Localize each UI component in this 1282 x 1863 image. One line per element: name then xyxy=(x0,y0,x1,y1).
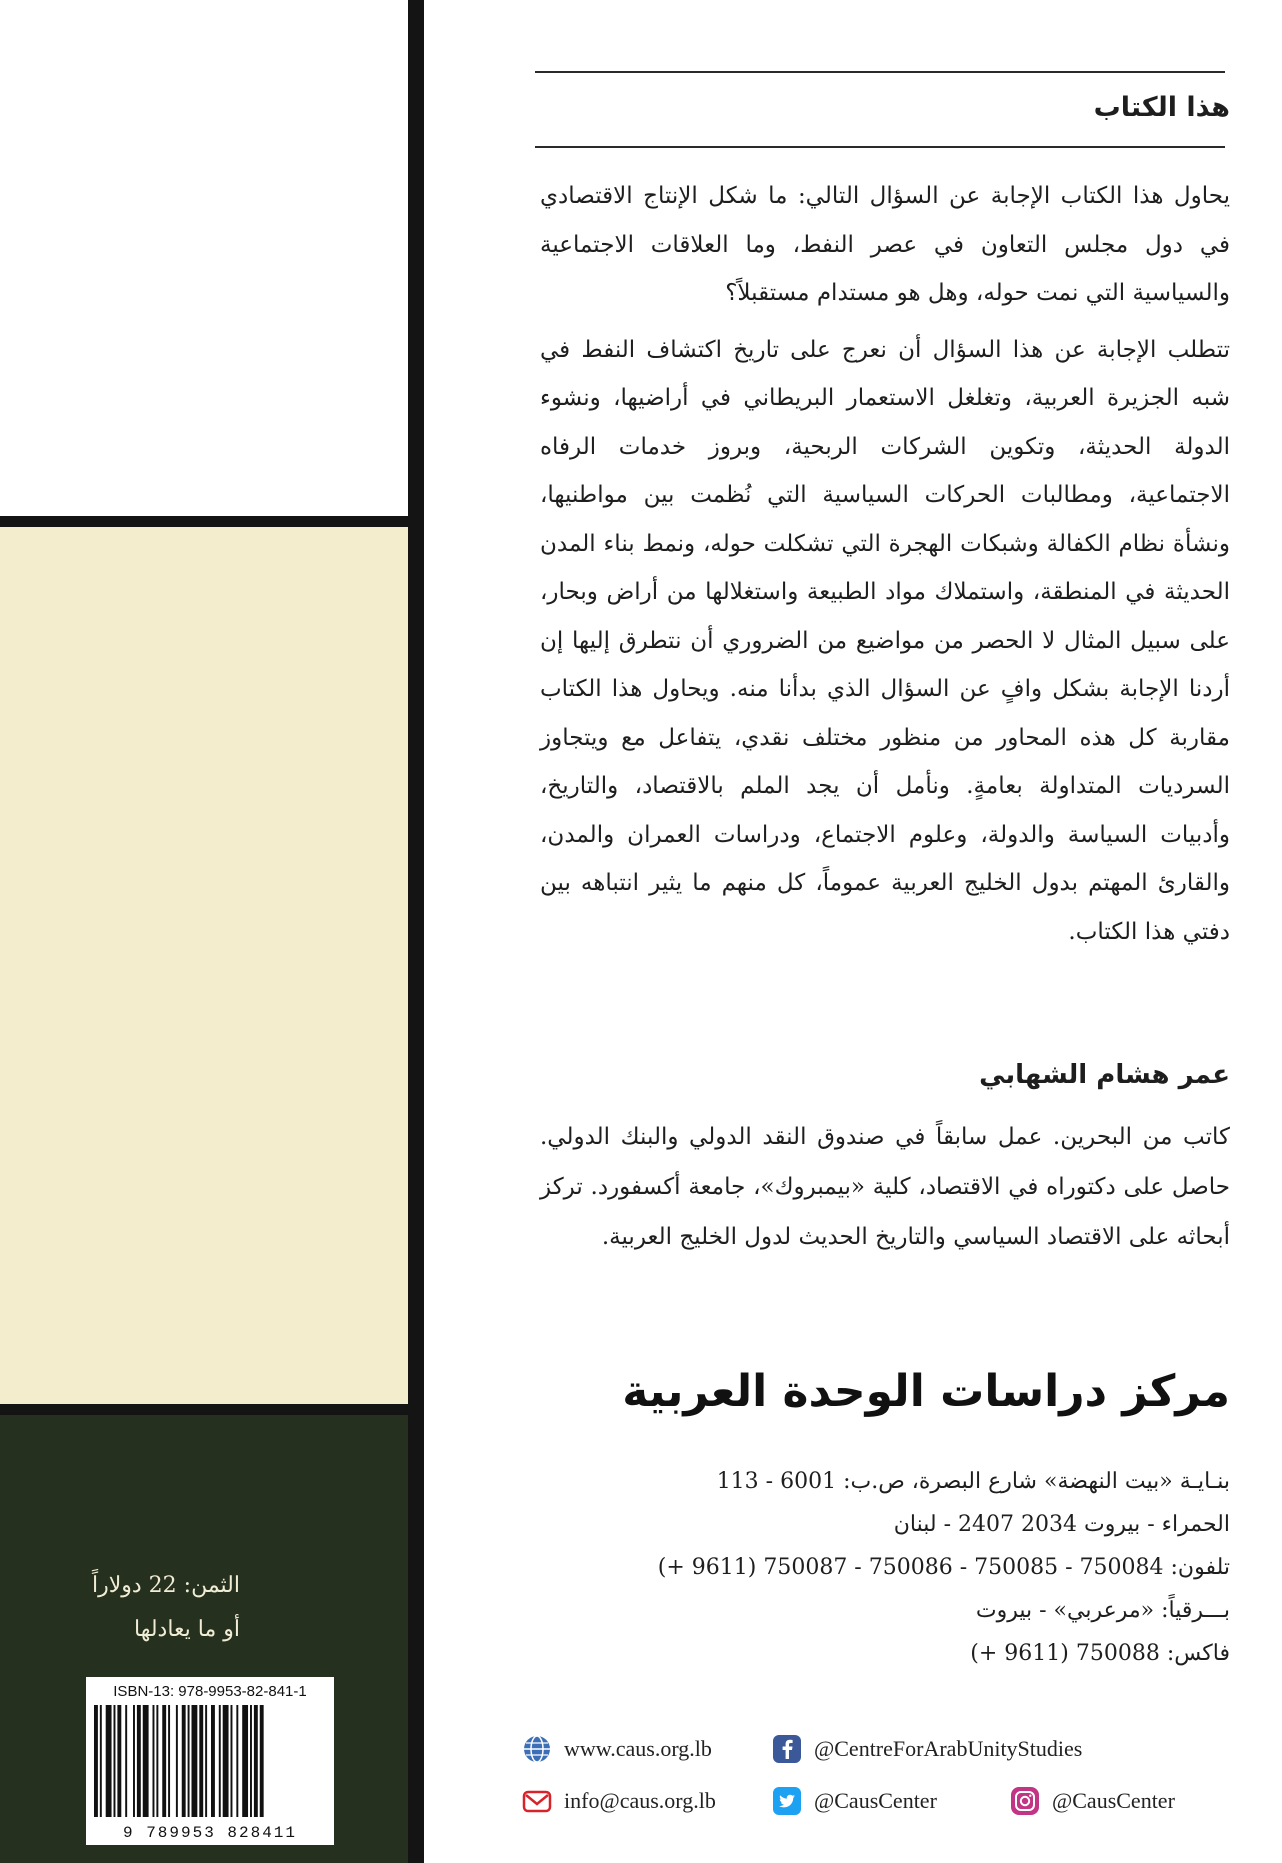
twitter-icon xyxy=(772,1786,802,1816)
about-book-text xyxy=(540,172,1230,964)
email-icon xyxy=(522,1786,552,1816)
title-rule-bottom xyxy=(535,146,1225,148)
barcode-bar xyxy=(236,1705,238,1817)
title-rule-top xyxy=(535,71,1225,73)
horizontal-divider-bottom xyxy=(0,1404,420,1415)
about-paragraph-2: تتطلب الإجابة عن هذا السؤال أن نعرج على تاريخ اكتشاف النفط في شبه الجزيرة العربية، وتغلغل الاستعمار البريطاني في أراضيها، ونشوء الدولة الحديثة، وتكوين الشركات الربحية، وبروز خدمات الرفاه الاجتماعية، ومطالبات الحركات السياسية التي نُظمت بين مواطنيها، ونشأة نظام الكفالة وشبكات الهجرة التي تشكلت حوله، ونمط بناء المدن الحديثة في المنطقة، واستملاك مواد الطبيعة واستغلالها من أراض وبحار، على سبيل المثال لا الحصر من مواضيع من الضروري أن نتطرق إليها إن أردنا الإجابة بشكل وافٍ عن السؤال الذي بدأنا منه. ويحاول هذا الكتاب مقاربة كل هذه المحاور من منظور مختلف نقدي، يتفاعل مع ويتجاوز السرديات المتداولة بعامةٍ. ونأمل أن يجد الملم بالاقتصاد، والتاريخ، وأدبيات السياسة والدولة، وعلوم الاجتماع، ودراسات العمران والمدن، والقارئ المهتم بدول الخليج العربية عموماً، كل منهم ما يثير انتباهه بين دفتي هذا الكتاب. xyxy=(540,336,1230,945)
barcode-bar xyxy=(168,1705,170,1817)
barcode-bar xyxy=(100,1705,102,1817)
barcode-bar xyxy=(94,1705,98,1817)
barcode-bar xyxy=(188,1705,190,1817)
publisher-name: مركز دراسات الوحدة العربية xyxy=(622,1366,1230,1417)
isbn-label: ISBN-13: 978-9953-82-841-1 xyxy=(113,1683,307,1700)
instagram-text: @CausCenter xyxy=(1052,1788,1175,1813)
instagram-icon xyxy=(1010,1786,1040,1816)
barcode-bar xyxy=(156,1705,158,1817)
instagram-link[interactable] xyxy=(1010,1786,1175,1816)
publisher-address xyxy=(540,1460,1230,1675)
barcode-bar xyxy=(182,1705,186,1817)
email-text: info@caus.org.lb xyxy=(564,1788,716,1813)
price-label: الثمن: 22 دولاراً xyxy=(91,1573,240,1598)
barcode-bar xyxy=(153,1705,155,1817)
barcode-bar xyxy=(219,1705,221,1817)
publisher-block xyxy=(540,1366,1230,1417)
about-paragraph-1: يحاول هذا الكتاب الإجابة عن السؤال التالي: ما شكل الإنتاج الاقتصادي في دول مجلس التعاون في عصر النفط، وما العلاقات الاجتماعية والسياسية التي نمت حوله، وهل هو مستدام مستقبلاً؟ xyxy=(540,183,1230,306)
barcode-bar xyxy=(250,1705,252,1817)
vertical-divider xyxy=(408,0,424,1863)
address-line-5: فاكس: 750088 (9611 +) xyxy=(970,1641,1230,1666)
barcode-bar xyxy=(143,1705,149,1817)
horizontal-divider-top xyxy=(0,516,420,527)
barcode xyxy=(86,1677,334,1845)
barcode-bar xyxy=(260,1705,264,1817)
twitter-text: @CausCenter xyxy=(814,1788,937,1813)
author-name: عمر هشام الشهابي xyxy=(979,1060,1230,1090)
section-title: هذا الكتاب xyxy=(1093,92,1230,123)
barcode-bar xyxy=(137,1705,141,1817)
barcode-bar xyxy=(231,1705,233,1817)
facebook-icon xyxy=(772,1734,802,1764)
barcode-bar xyxy=(114,1705,116,1817)
price-equivalent: أو ما يعادلها xyxy=(134,1617,240,1642)
facebook-link[interactable] xyxy=(772,1734,1082,1764)
facebook-text: @CentreForArabUnityStudies xyxy=(814,1736,1083,1761)
barcode-bar xyxy=(133,1705,135,1817)
barcode-bar xyxy=(205,1705,207,1817)
about-book-heading xyxy=(540,92,1230,123)
left-panel-cream xyxy=(0,525,420,1412)
barcode-digits: 9 789953 828411 xyxy=(122,1824,298,1842)
barcode-bar xyxy=(242,1705,248,1817)
globe-icon xyxy=(522,1734,552,1764)
price-block xyxy=(80,1564,240,1652)
twitter-link[interactable] xyxy=(772,1786,937,1816)
address-line-4: بـــرقياً: «مرعربي» - بيروت xyxy=(975,1598,1230,1623)
barcode-bar xyxy=(199,1705,203,1817)
barcode-bar xyxy=(211,1705,215,1817)
address-line-3: تلفون: 750084 - 750085 - 750086 - 750087 (9611 +) xyxy=(657,1555,1230,1580)
barcode-bar xyxy=(117,1705,121,1817)
barcode-bar xyxy=(125,1705,127,1817)
barcode-bars xyxy=(94,1705,326,1817)
barcode-bar xyxy=(192,1705,198,1817)
barcode-bar xyxy=(176,1705,178,1817)
website-text: www.caus.org.lb xyxy=(564,1736,712,1761)
barcode-bar xyxy=(254,1705,258,1817)
author-bio: كاتب من البحرين. عمل سابقاً في صندوق النقد الدولي والبنك الدولي. حاصل على دكتوراه في الاقتصاد، كلية «بيمبروك»، جامعة أكسفورد. تركز أبحاثه على الاقتصاد السياسي والتاريخ الحديث لدول الخليج العربية. xyxy=(540,1124,1230,1250)
website-link[interactable] xyxy=(522,1734,712,1764)
address-line-1: بنـايـة «بيت النهضة» شارع البصرة، ص.ب: 6001 - 113 xyxy=(716,1469,1230,1494)
left-panel-white xyxy=(0,0,420,525)
barcode-bar xyxy=(162,1705,166,1817)
barcode-bar xyxy=(223,1705,229,1817)
author-heading xyxy=(540,1060,1230,1090)
address-line-2: الحمراء - بيروت 2034 2407 - لبنان xyxy=(893,1512,1230,1537)
email-link[interactable] xyxy=(522,1786,716,1816)
barcode-bar xyxy=(106,1705,112,1817)
